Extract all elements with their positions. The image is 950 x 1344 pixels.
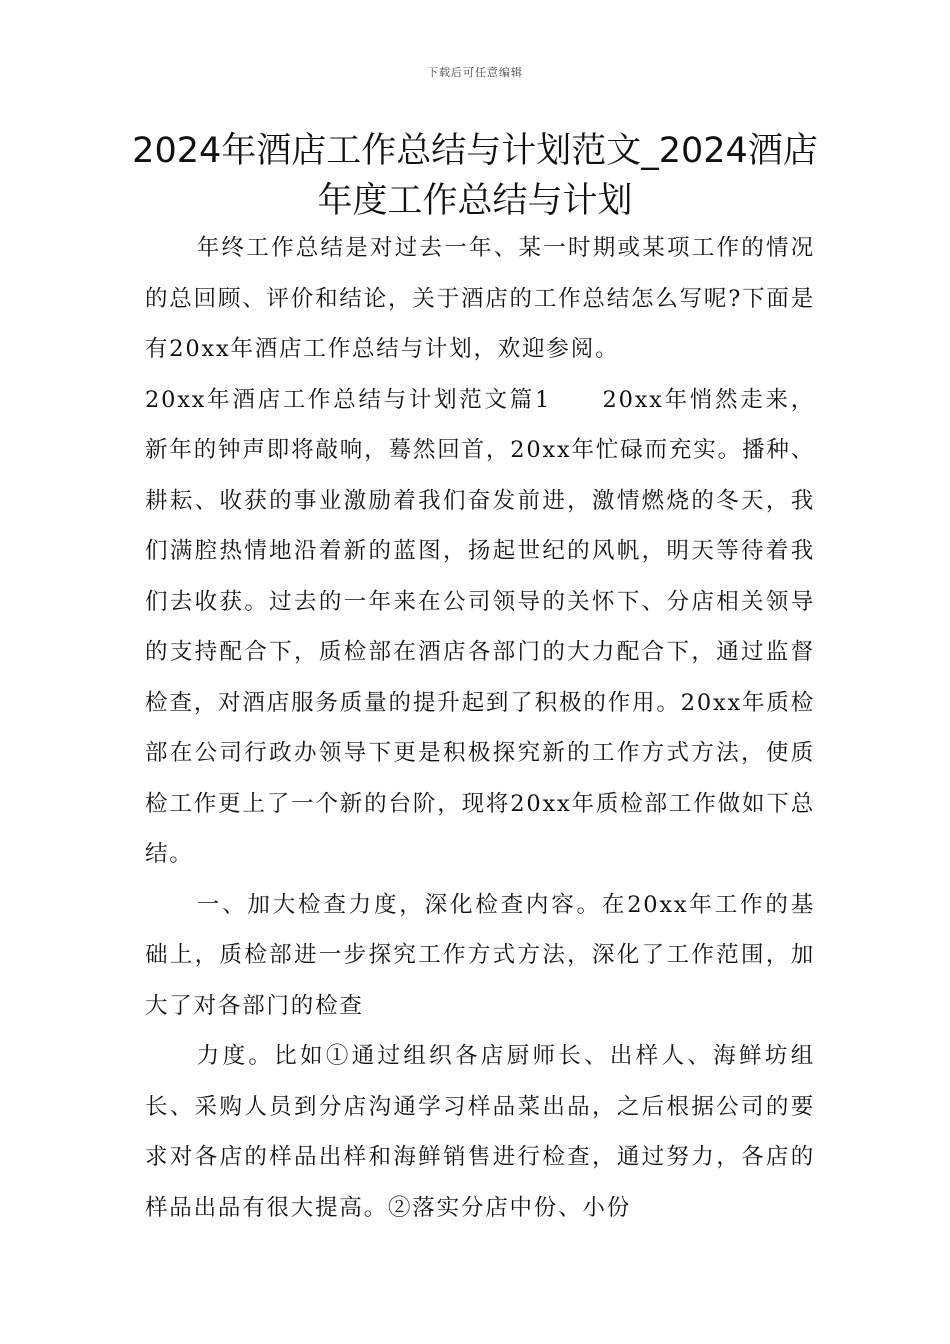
document-body <box>145 223 815 1233</box>
document-title: 2024年酒店工作总结与计划范文_2024酒店年度工作总结与计划 <box>132 131 818 221</box>
section-paragraph: 20xx年酒店工作总结与计划范文篇1 20xx年悄然走来，新年的钟声即将敲响，蓦然回首，20xx年忙碌而充实。播种、耕耘、收获的事业激励着我们奋发前进，激情燃烧的冬天，我们满腔热情地沿着新的蓝图，扬起世纪的风帆，明天等待着我们去收获。过去的一年来在公司领导的关怀下、分店相关领导的支持配合下，质检部在酒店各部门的大力配合下，通过监督检查，对酒店服务质量的提升起到了积极的作用。20xx年质检部在公司行政办领导下更是积极探究新的工作方式方法，使质检工作更上了一个新的台阶，现将20xx年质检部工作做如下总结。 <box>145 386 815 867</box>
header-note: 下载后可任意编辑 <box>427 66 523 79</box>
intro-paragraph: 年终工作总结是对过去一年、某一时期或某项工作的情况的总回顾、评价和结论，关于酒店的工作总结怎么写呢?下面是有20xx年酒店工作总结与计划，欢迎参阅。 <box>145 235 815 362</box>
point-one-continued-paragraph: 力度。比如①通过组织各店厨师长、出样人、海鲜坊组长、采购人员到分店沟通学习样品菜出品，之后根据公司的要求对各店的样品出样和海鲜销售进行检查，通过努力，各店的样品出品有很大提高。②落实分店中份、小份 <box>145 1043 815 1221</box>
point-one-paragraph: 一、加大检查力度，深化检查内容。在20xx年工作的基础上，质检部进一步探究工作方式方法，深化了工作范围，加大了对各部门的检查 <box>145 891 815 1019</box>
